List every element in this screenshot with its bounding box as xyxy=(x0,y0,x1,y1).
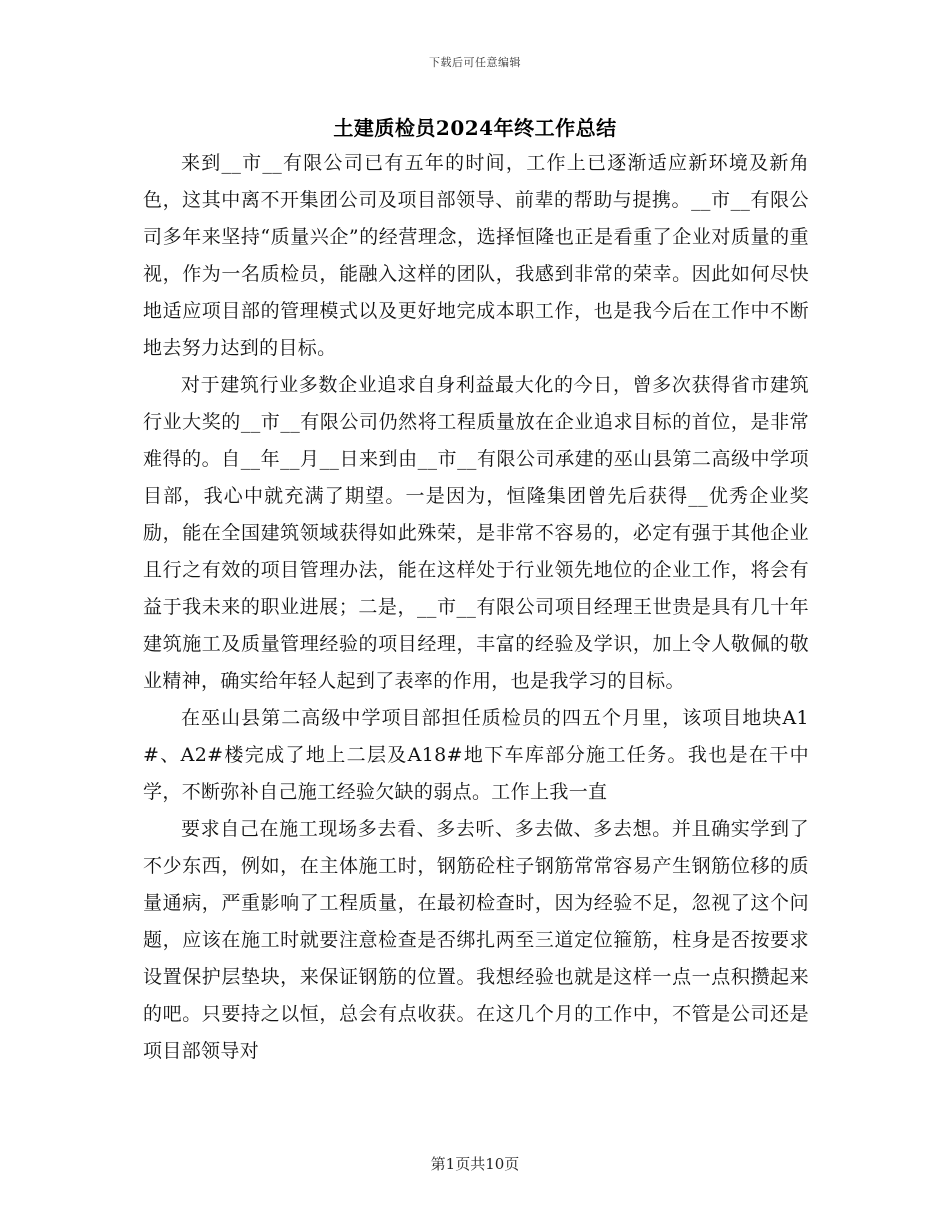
paragraph-3: 在巫山县第二高级中学项目部担任质检员的四五个月里，该项目地块A1#、A2#楼完成了地上二层及A18#地下车库部分施工任务。我也是在干中学，不断弥补自己施工经验欠缺的弱点。工作上我一直 xyxy=(143,707,809,803)
document-body xyxy=(143,145,809,1070)
paragraph-4: 要求自己在施工现场多去看、多去听、多去做、多去想。并且确实学到了不少东西，例如，在主体施工时，钢筋砼柱子钢筋常常容易产生钢筋位移的质量通病，严重影响了工程质量，在最初检查时，因为经验不足，忽视了这个问题，应该在施工时就要注意检查是否绑扎两至三道定位箍筋，柱身是否按要求设置保护层垫块，来保证钢筋的位置。我想经验也就是这样一点一点积攒起来的吧。只要持之以恒，总会有点收获。在这几个月的工作中，不管是公司还是项目部领导对 xyxy=(143,818,809,1062)
page-footer: 第1页共10页 xyxy=(430,1155,520,1173)
header-note: 下载后可任意编辑 xyxy=(429,56,521,69)
document-title: 土建质检员2024年终工作总结 xyxy=(333,116,617,140)
paragraph-2: 对于建筑行业多数企业追求自身利益最大化的今日，曾多次获得省市建筑行业大奖的__市__有限公司仍然将工程质量放在企业追求目标的首位，是非常难得的。自__年__月__日来到由__市__有限公司承建的巫山县第二高级中学项目部，我心中就充满了期望。一是因为，恒隆集团曾先后获得__优秀企业奖励，能在全国建筑领域获得如此殊荣，是非常不容易的，必定有强于其他企业且行之有效的项目管理办法，能在这样处于行业领先地位的企业工作，将会有益于我未来的职业进展；二是，__市__有限公司项目经理王世贵是具有几十年建筑施工及质量管理经验的项目经理，丰富的经验及学识，加上令人敬佩的敬业精神，确实给年轻人起到了表率的作用，也是我学习的目标。 xyxy=(143,374,809,692)
paragraph-1: 来到__市__有限公司已有五年的时间，工作上已逐渐适应新环境及新角色，这其中离不开集团公司及项目部领导、前辈的帮助与提携。__市__有限公司多年来坚持“质量兴企”的经营理念，选择恒隆也正是看重了企业对质量的重视，作为一名质检员，能融入这样的团队，我感到非常的荣幸。因此如何尽快地适应项目部的管理模式以及更好地完成本职工作，也是我今后在工作中不断地去努力达到的目标。 xyxy=(143,152,809,359)
